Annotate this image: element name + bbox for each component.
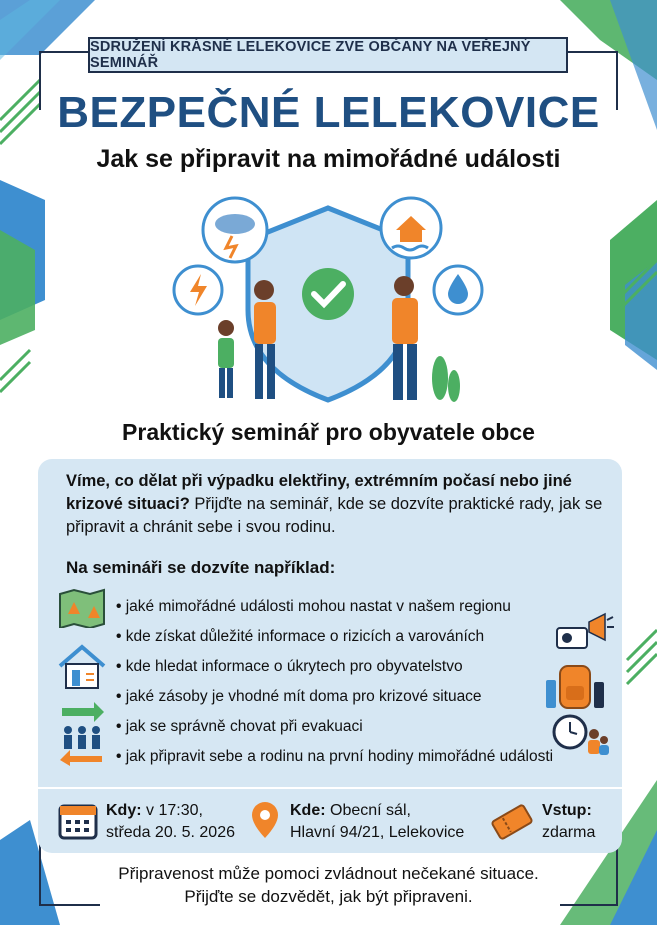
list-item: • kde hledat informace o úkrytech pro obyvatelstvo xyxy=(116,652,616,682)
list-item: • kde získat důležité informace o rizicích a varováních xyxy=(116,622,616,652)
check-icon xyxy=(302,268,354,320)
location-pin-icon xyxy=(250,800,280,840)
map-icon xyxy=(58,588,106,628)
shelter-house-icon xyxy=(58,644,106,690)
water-drop-icon xyxy=(434,266,482,314)
radio-megaphone-icon xyxy=(555,612,615,652)
entry-label: Vstup: xyxy=(542,802,592,819)
evacuation-icon xyxy=(56,700,108,766)
intro-bold: Víme, co dělat při výpadku elektřiny, extrémním počasí nebo jiné krizové situaci? xyxy=(66,472,572,513)
clock-family-icon xyxy=(552,712,610,756)
hero-illustration xyxy=(168,190,488,410)
plant-decoration xyxy=(432,356,460,402)
entry-info xyxy=(542,800,595,844)
when-info xyxy=(106,800,235,844)
learn-heading: Na semináři se dozvíte například: xyxy=(66,558,336,577)
list-item: • jak připravit sebe a rodinu na první hodiny mimořádné události xyxy=(116,742,616,772)
when-label: Kdy: xyxy=(106,802,142,819)
topic-list xyxy=(116,592,616,772)
list-item: • jaké zásoby je vhodné mít doma pro krizové situace xyxy=(116,682,616,712)
list-item: • jaké mimořádné události mohou nastat v našem regionu xyxy=(116,592,616,622)
intro-rest: Přijďte na seminář, kde se dozvíte praktické rady, jak se připravit a chránit sebe i svou rodinu. xyxy=(66,495,603,536)
footer-line-1: Připravenost může pomoci zvládnout nečekané situace. xyxy=(118,864,539,883)
when-date: středa 20. 5. 2026 xyxy=(106,824,235,841)
footer xyxy=(0,862,657,908)
where-info xyxy=(290,800,464,844)
backpack-icon xyxy=(542,660,608,710)
section-title: Praktický seminář pro obyvatele obce xyxy=(122,419,535,445)
flood-house-icon xyxy=(381,198,441,258)
calendar-icon xyxy=(58,800,98,840)
ticket-icon xyxy=(490,802,534,842)
header-banner: SDRUŽENÍ KRÁSNÉ LELEKOVICE ZVE OBČANY NA VEŘEJNÝ SEMINÁŘ xyxy=(88,37,568,73)
info-separator xyxy=(38,787,622,789)
page-subtitle: Jak se připravit na mimořádné události xyxy=(96,145,561,173)
where-address: Hlavní 94/21, Lelekovice xyxy=(290,824,465,841)
entry-price: zdarma xyxy=(542,824,596,841)
footer-line-2: Přijďte se dozvědět, jak být připraveni. xyxy=(184,887,473,906)
where-place: Obecní sál, xyxy=(325,802,411,819)
list-item: • jak se správně chovat při evakuaci xyxy=(116,712,616,742)
page-title: BEZPEČNÉ LELEKOVICE xyxy=(57,88,600,137)
power-bolt-icon xyxy=(174,266,222,314)
when-time: v 17:30, xyxy=(141,802,203,819)
where-label: Kde: xyxy=(290,802,326,819)
intro-paragraph xyxy=(66,470,606,539)
cloud-lightning-icon xyxy=(203,198,267,262)
